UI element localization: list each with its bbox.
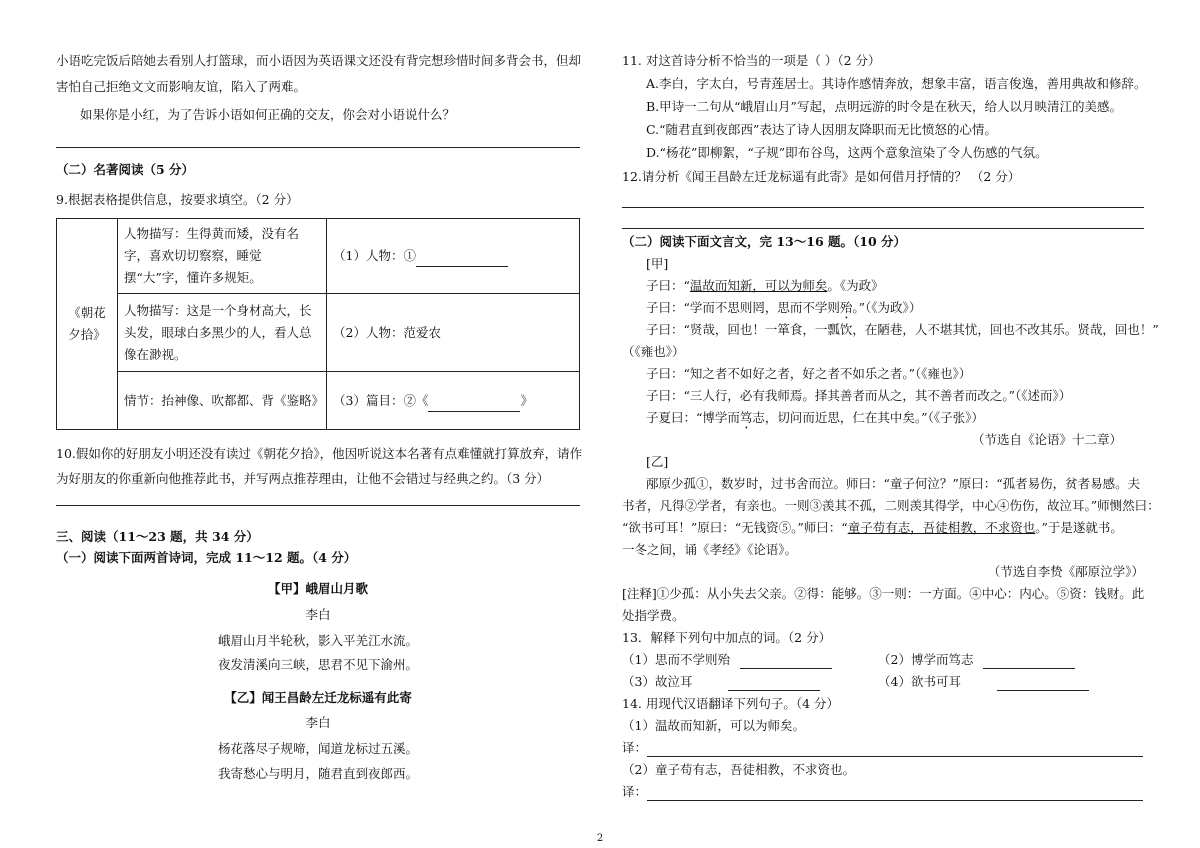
table-desc-cell: 人物描写：这是一个身材高大，长头发，眼球白多黑少的人，看人总像在渺视。 — [118, 294, 327, 372]
q10-prompt-line: 为好朋友的你重新向他推荐此书，并写两点推荐理由，让他不会错过与经典之约。（3 分） — [56, 471, 550, 486]
page-number: 2 — [596, 833, 604, 844]
poem1-line: 夜发清溪向三峡，思君不见下渝州。 — [217, 657, 418, 672]
answer-line — [622, 228, 1144, 229]
poem1-author: 李白 — [305, 607, 331, 622]
q14-item: （2）童子苟有志，吾徒相教，不求资也。 — [622, 762, 855, 777]
annotation-line: [注释]①少孤：从小失去父亲。②得：能够。③一则：一方面。④中心：内心。⑤资：钱财。此 — [622, 586, 1145, 601]
table-answer-cell: （2）人物：范爱农 — [327, 294, 580, 372]
table-answer-cell: （1）人物：① — [327, 219, 580, 294]
q11-option-a: A.李白，字太白，号青莲居士。其诗作感情奔放，想象丰富，语言俊逸，善用典故和修辞。 — [646, 76, 1147, 91]
answer-line — [56, 147, 580, 148]
analects-line: 子曰：“学而不思则罔，思而不学则殆。”（《为政》） — [646, 300, 922, 315]
passage-yi-line: 邴原少孤①，数岁时，过书舍而泣。师曰：“童子何泣？”原曰：“孤者易伤，贫者易感。夫 — [646, 476, 1141, 491]
fill-blank[interactable] — [647, 756, 1143, 757]
passage-yi-line: “欲书可耳！”原曰：“无钱资⑤。”师曰：“童子苟有志，吾徒相教，不求资也。”于是遂就书。 — [622, 520, 1123, 535]
q11-option-d: D.“杨花”即柳絮，“子规”即布谷鸟，这两个意象渲染了令人伤感的气氛。 — [646, 145, 1048, 160]
analects-line: 子曰：“三人行，必有我师焉。择其善者而从之，其不善者而改之。”（《述而》） — [646, 388, 1072, 403]
q13-item: （4）欲书可耳 — [878, 673, 1089, 691]
intro-text-line: 害怕自己拒绝文文而影响友谊，陷入了两难。 — [56, 79, 307, 94]
fill-blank[interactable] — [997, 690, 1089, 691]
q12-prompt: 12.请分析《闻王昌龄左迁龙标遥有此寄》是如何借月抒情的？ （2 分） — [622, 169, 1021, 184]
analects-line: 子夏曰：“博学而笃志，切问而近思，仁在其中矣。”（《子张》） — [646, 410, 984, 425]
passage-yi-source: （节选自李贽《邴原泣学》） — [987, 564, 1144, 579]
table-answer-cell: （3）篇目：②《 》 — [327, 372, 580, 430]
underlined-sentence: 温故而知新，可以为师矣 — [689, 278, 828, 293]
fill-blank[interactable] — [647, 800, 1143, 801]
answer-line — [622, 207, 1144, 208]
poem-section-title: （一）阅读下面两首诗词，完成 11～12 题。（4 分） — [56, 550, 357, 565]
q13-item: （1）思而不学则殆 — [622, 651, 832, 669]
part3-title: 三、阅读（11～23 题，共 34 分） — [56, 529, 259, 544]
poem1-title: 【甲】峨眉山月歌 — [267, 581, 368, 596]
q11-prompt: 11. 对这首诗分析不恰当的一项是（ ）（2 分） — [622, 53, 881, 68]
q14-prompt: 14. 用现代汉语翻译下列句子。（4 分） — [622, 696, 840, 711]
passage-yi-label: [乙] — [646, 454, 669, 469]
q9-prompt: 9.根据表格提供信息，按要求填空。（2 分） — [56, 192, 299, 207]
passage-jia-source: （节选自《论语》十二章） — [971, 432, 1122, 447]
poem2-line: 我寄愁心与明月，随君直到夜郎西。 — [217, 766, 418, 781]
table-desc-cell: 人物描写：生得黄而矮，没有名字，喜欢切切察察，睡觉摆“大”字，懂许多规矩。 — [118, 219, 327, 294]
passage-yi-line: 一冬之间，诵《孝经》《论语》。 — [622, 542, 798, 557]
q8-prompt: 如果你是小红，为了告诉小语如何正确的交友，你会对小语说什么？ — [80, 107, 456, 122]
poem2-title: 【乙】闻王昌龄左迁龙标遥有此寄 — [224, 690, 412, 705]
fill-blank[interactable] — [428, 411, 520, 412]
translation-line: 译： — [622, 739, 1144, 757]
analects-line: 子曰：“温故而知新，可以为师矣。《为政》 — [646, 278, 884, 293]
fill-blank[interactable] — [983, 668, 1075, 669]
analects-line: （《雍也》） — [622, 344, 685, 359]
annotation-line: 处指学费。 — [622, 608, 685, 623]
classical-section-title: （二）阅读下面文言文，完 13～16 题。（10 分） — [622, 234, 906, 249]
analects-line: 子曰：“贤哉，回也！一箪食，一瓢饮，在陋巷，人不堪其忧，回也不改其乐。贤哉，回也！” — [646, 322, 1159, 337]
q14-item: （1）温故而知新，可以为师矣。 — [622, 718, 805, 733]
dotted-word: 笃 — [739, 410, 753, 425]
section-title-classics: （二）名著阅读（5 分） — [56, 162, 195, 177]
passage-yi-line: 书者，凡得②学者，有亲也。一则③羡其不孤，二则羡其得学，中心④伤伤，故泣耳。”师恻然曰： — [622, 498, 1160, 513]
q11-option-b: B.甲诗一二句从“峨眉山月”写起，点明远游的时令是在秋天，给人以月映清江的美感。 — [646, 99, 1122, 114]
fill-blank[interactable] — [740, 668, 832, 669]
passage-jia-label: [甲] — [646, 256, 669, 271]
poem1-line: 峨眉山月半轮秋，影入平羌江水流。 — [217, 633, 418, 648]
q9-table — [56, 218, 580, 430]
q10-prompt-line: 10.假如你的好朋友小明还没有读过《朝花夕拾》，他因听说这本名著有点难懂就打算放弃，请作 — [56, 446, 583, 461]
translation-line: 译： — [622, 783, 1144, 801]
q13-prompt: 13．解释下列句中加点的词。（2 分） — [622, 630, 832, 645]
table-book-cell: 《朝花夕拾》 — [57, 219, 118, 430]
dotted-word: 殆 — [839, 300, 853, 315]
analects-line: 子曰：“知之者不如好之者，好之者不如乐之者。”（《雍也》） — [646, 366, 972, 381]
underlined-sentence: 童子苟有志，吾徒相教，不求资也 — [847, 520, 1036, 535]
fill-blank[interactable] — [416, 266, 508, 267]
fill-blank[interactable] — [728, 690, 820, 691]
table-desc-cell: 情节：抬神像、吹都都、背《鉴略》 — [118, 372, 327, 430]
q11-option-c: C.“随君直到夜郎西”表达了诗人因朋友降职而无比愤怒的心情。 — [646, 122, 997, 137]
poem2-author: 李白 — [305, 715, 331, 730]
answer-line — [56, 505, 580, 506]
poem2-line: 杨花落尽子规啼，闻道龙标过五溪。 — [217, 741, 418, 756]
intro-text-line: 小语吃完饭后陪她去看别人打篮球，而小语因为英语课文还没有背完想珍惜时间多背会书，但却 — [56, 53, 582, 68]
q13-item: （3）故泣耳 — [622, 673, 820, 691]
q13-item: （2）博学而笃志 — [878, 651, 1075, 669]
